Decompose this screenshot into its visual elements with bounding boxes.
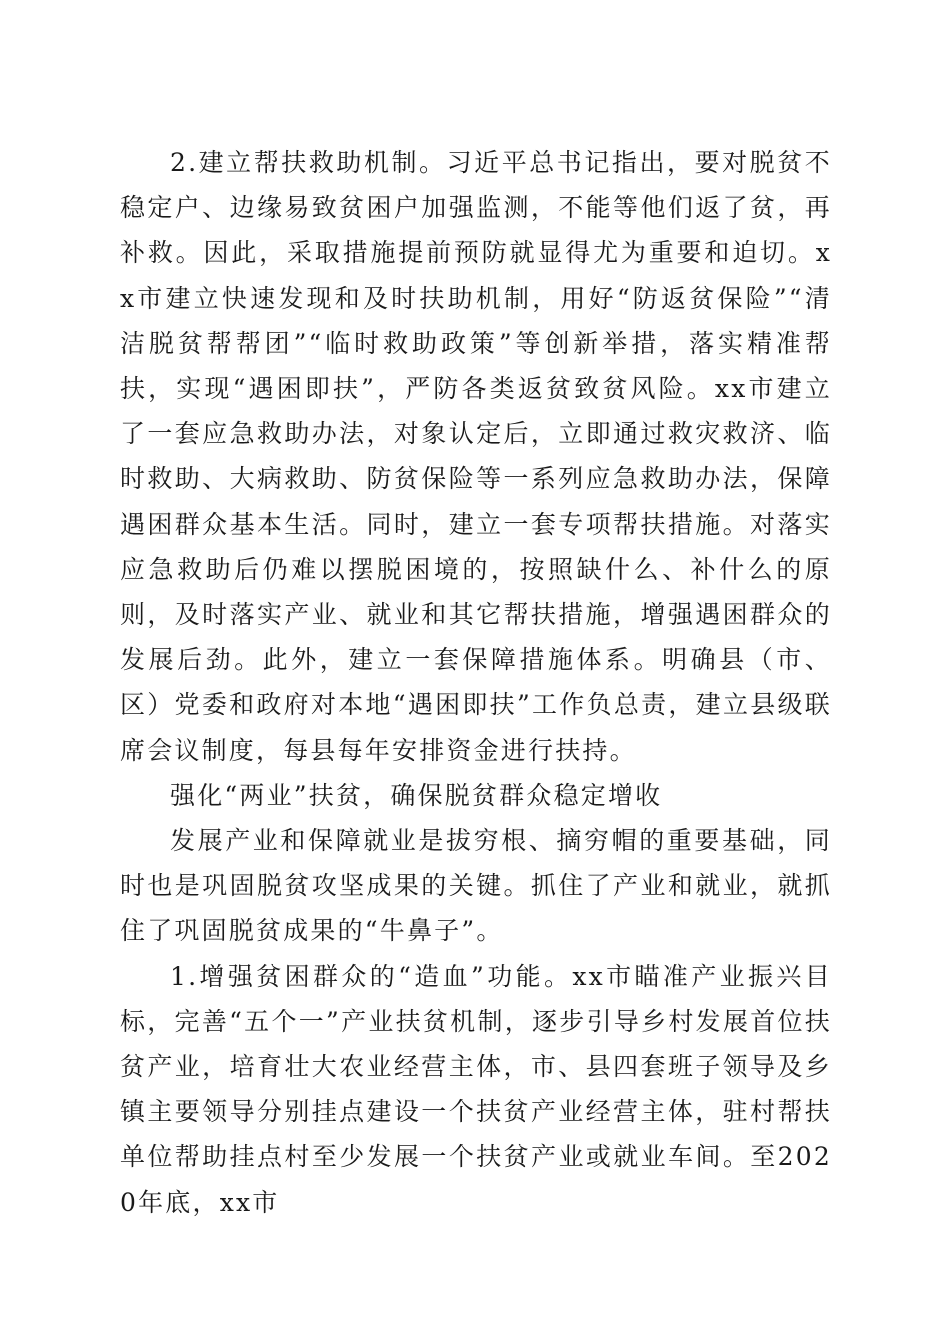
paragraph-assistance-mechanism: 2.建立帮扶救助机制。习近平总书记指出，要对脱贫不稳定户、边缘易致贫困户加强监测，不能等他们返了贫，再补救。因此，采取措施提前预防就显得尤为重要和迫切。xx市建立快速发现和及时扶助机制，用好“防返贫保险”“清洁脱贫帮帮团”“临时救助政策”等创新举措，落实精准帮扶，实现“遇困即扶”，严防各类返贫致贫风险。xx市建立了一套应急救助办法，对象认定后，立即通过救灾救济、临时救助、大病救助、防贫保险等一系列应急救助办法，保障遇困群众基本生活。同时，建立一套专项帮扶措施。对落实应急救助后仍难以摆脱困境的，按照缺什么、补什么的原则，及时落实产业、就业和其它帮扶措施，增强遇困群众的发展后劲。此外，建立一套保障措施体系。明确县（市、区）党委和政府对本地“遇困即扶”工作负总责，建立县级联席会议制度，每县每年安排资金进行扶持。 [120, 148, 832, 765]
paragraph-industry-employment: 发展产业和保障就业是拔穷根、摘穷帽的重要基础，同时也是巩固脱贫攻坚成果的关键。抓住了产业和就业，就抓住了巩固脱贫成果的“牛鼻子”。 [120, 826, 832, 946]
paragraph-blood-making-function: 1.增强贫困群众的“造血”功能。xx市瞄准产业振兴目标，完善“五个一”产业扶贫机制，逐步引导乡村发展首位扶贫产业，培育壮大农业经营主体，市、县四套班子领导及乡镇主要领导分别挂点建设一个扶贫产业经营主体，驻村帮扶单位帮助挂点村至少发展一个扶贫产业或就业车间。至2020年底，xx市 [120, 961, 832, 1217]
document-body [120, 140, 832, 1225]
section-heading-two-industries: 强化“两业”扶贫，确保脱贫群众稳定增收 [170, 780, 663, 810]
